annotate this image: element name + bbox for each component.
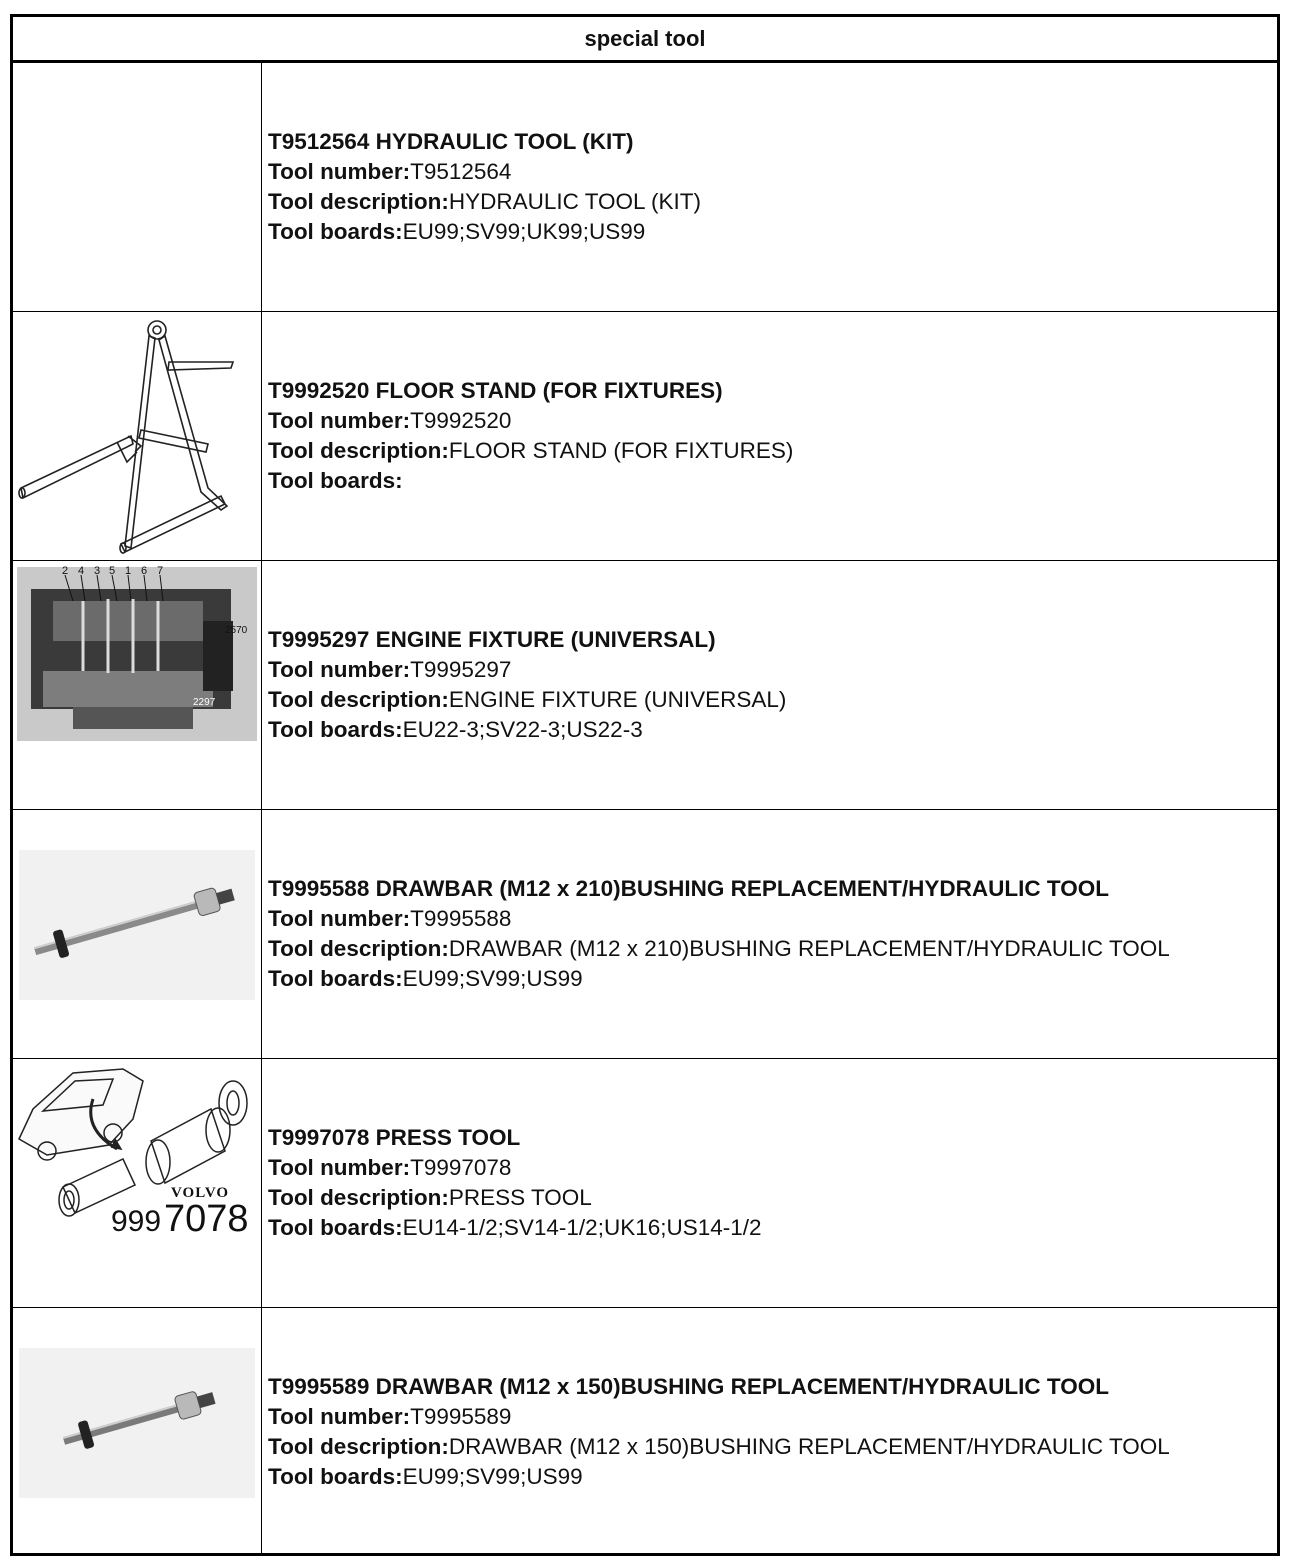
tool-row <box>13 561 1277 810</box>
drawbar-210-image <box>13 810 262 1058</box>
table-header <box>13 17 1277 63</box>
tool-boards-label: Tool boards: <box>268 966 403 991</box>
callout-label: 6 <box>141 565 148 577</box>
tool-description-label: Tool description: <box>268 189 449 214</box>
drawbar-icon <box>13 810 261 1058</box>
tool-table <box>10 14 1280 1556</box>
tool-boards-label: Tool boards: <box>268 717 403 742</box>
tool-number-label: Tool number: <box>268 1403 411 1429</box>
engine-fixture-image <box>13 561 262 809</box>
tool-boards: EU22-3;SV22-3;US22-3 <box>402 717 643 742</box>
tool-title: T9995297 ENGINE FIXTURE (UNIVERSAL) <box>268 627 716 652</box>
callout-label: 2 <box>62 565 69 577</box>
tool-description-label: Tool description: <box>268 1185 449 1210</box>
tool-number-label: Tool number: <box>268 657 411 682</box>
part-number-prefix: 999 <box>111 1205 162 1238</box>
tool-description: HYDRAULIC TOOL (KIT) <box>448 189 701 214</box>
tool-row <box>13 1308 1277 1555</box>
tool-info <box>262 810 1277 1058</box>
tool-title: T9512564 HYDRAULIC TOOL (KIT) <box>268 129 634 154</box>
tool-number: T9995297 <box>410 657 512 682</box>
tool-title: T9997078 PRESS TOOL <box>268 1125 521 1150</box>
tool-info <box>262 561 1277 809</box>
callout-label: 2297 <box>193 697 216 708</box>
drawbar-150-image <box>13 1308 262 1555</box>
tool-image-empty <box>13 63 262 311</box>
tool-title: T9995589 DRAWBAR (M12 x 150)BUSHING REPLACEMENT/HYDRAULIC TOOL <box>268 1373 1109 1399</box>
brand-label: VOLVO <box>171 1185 230 1201</box>
tool-row <box>13 1059 1277 1308</box>
tool-row <box>13 63 1277 312</box>
tool-boards: EU99;SV99;UK99;US99 <box>402 219 646 244</box>
tool-number: T9995589 <box>410 1403 512 1429</box>
callout-label: 1 <box>125 565 132 577</box>
callout-label: 5 <box>109 565 116 577</box>
tool-number-label: Tool number: <box>268 906 411 931</box>
tool-row <box>13 312 1277 561</box>
tool-info <box>262 312 1277 560</box>
tool-title: T9992520 FLOOR STAND (FOR FIXTURES) <box>268 378 723 403</box>
drawbar-icon <box>13 1308 261 1555</box>
tool-row <box>13 810 1277 1059</box>
part-number-suffix: 7078 <box>164 1198 249 1240</box>
tool-boards: EU99;SV99;US99 <box>402 966 583 991</box>
callout-label: 4 <box>78 565 85 577</box>
tool-description: ENGINE FIXTURE (UNIVERSAL) <box>448 687 787 712</box>
tool-number-label: Tool number: <box>268 1155 411 1180</box>
tool-number-label: Tool number: <box>268 159 411 184</box>
tool-description-label: Tool description: <box>268 1433 449 1459</box>
engine-photo-icon <box>13 561 261 809</box>
tool-description: FLOOR STAND (FOR FIXTURES) <box>448 438 794 463</box>
press-tool-icon <box>13 1059 261 1307</box>
tool-info <box>262 63 1277 311</box>
tool-boards-label: Tool boards: <box>268 219 403 244</box>
tool-description: DRAWBAR (M12 x 210)BUSHING REPLACEMENT/HYDRAULIC TOOL <box>448 936 1170 961</box>
tool-description: DRAWBAR (M12 x 150)BUSHING REPLACEMENT/HYDRAULIC TOOL <box>448 1433 1170 1459</box>
tool-boards-label: Tool boards: <box>268 1463 403 1489</box>
tool-number: T9995588 <box>410 906 512 931</box>
floor-stand-icon <box>13 312 261 560</box>
callout-label: 2570 <box>225 625 248 636</box>
callout-label: 7 <box>157 565 164 577</box>
callout-label: 3 <box>94 565 101 577</box>
tool-info <box>262 1308 1277 1555</box>
tool-description-label: Tool description: <box>268 438 449 463</box>
tool-number: T9992520 <box>410 408 512 433</box>
tool-title: T9995588 DRAWBAR (M12 x 210)BUSHING REPLACEMENT/HYDRAULIC TOOL <box>268 876 1109 901</box>
tool-boards-label: Tool boards: <box>268 1215 403 1240</box>
table-title: special tool <box>584 25 706 51</box>
tool-description-label: Tool description: <box>268 687 449 712</box>
tool-description-label: Tool description: <box>268 936 449 961</box>
tool-boards: EU14-1/2;SV14-1/2;UK16;US14-1/2 <box>402 1215 762 1240</box>
tool-boards-label: Tool boards: <box>268 468 403 493</box>
tool-info <box>262 1059 1277 1307</box>
tool-number: T9997078 <box>410 1155 512 1180</box>
tool-number: T9512564 <box>410 159 512 184</box>
floor-stand-image <box>13 312 262 560</box>
tool-number-label: Tool number: <box>268 408 411 433</box>
tool-boards: EU99;SV99;US99 <box>402 1463 583 1489</box>
press-tool-image <box>13 1059 262 1307</box>
tool-description: PRESS TOOL <box>448 1185 592 1210</box>
